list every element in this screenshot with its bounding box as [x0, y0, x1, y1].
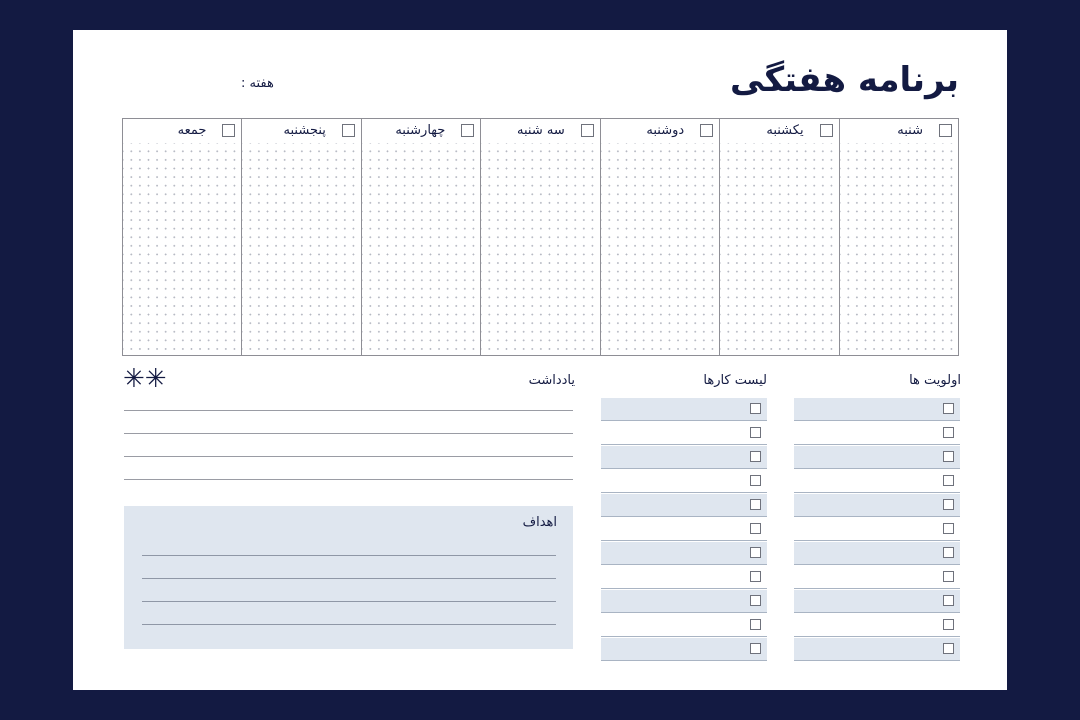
day-checkbox[interactable] [461, 124, 474, 137]
checkbox[interactable] [943, 619, 954, 630]
day-checkbox[interactable] [820, 124, 833, 137]
day-column-tue[interactable] [480, 119, 599, 355]
todo-list [601, 398, 767, 662]
checkbox[interactable] [943, 643, 954, 654]
notes-heading: یادداشت [528, 373, 575, 388]
priorities-heading: اولویت ها [909, 373, 961, 388]
todo-heading: لیست کارها [703, 373, 767, 388]
day-label: شنبه [897, 123, 923, 138]
day-checkbox[interactable] [342, 124, 355, 137]
checkbox[interactable] [943, 547, 954, 558]
day-label: پنجشنبه [283, 123, 326, 138]
day-column-sun[interactable] [719, 119, 838, 355]
day-header [766, 123, 832, 138]
checkbox[interactable] [750, 523, 761, 534]
todo-row[interactable] [601, 494, 767, 517]
note-line [124, 479, 573, 480]
priority-row[interactable] [794, 446, 960, 469]
day-checkbox[interactable] [222, 124, 235, 137]
day-column-thu[interactable] [241, 119, 360, 355]
day-header [178, 123, 236, 138]
day-label: یکشنبه [766, 123, 804, 138]
day-column-sat[interactable] [839, 119, 958, 355]
day-label: دوشنبه [646, 123, 685, 138]
day-label: چهارشنبه [395, 123, 446, 138]
day-label: جمعه [177, 123, 207, 138]
checkbox[interactable] [750, 427, 761, 438]
day-header [517, 123, 594, 138]
priority-row[interactable] [794, 422, 960, 445]
priority-row[interactable] [794, 518, 960, 541]
todo-row[interactable] [601, 590, 767, 613]
goals-box[interactable] [124, 506, 573, 649]
priority-row[interactable] [794, 590, 960, 613]
checkbox[interactable] [750, 547, 761, 558]
planner-sheet [73, 30, 1007, 690]
checkbox[interactable] [750, 499, 761, 510]
checkbox[interactable] [943, 571, 954, 582]
checkbox[interactable] [943, 499, 954, 510]
todo-row[interactable] [601, 614, 767, 637]
checkbox[interactable] [750, 571, 761, 582]
day-header [395, 123, 474, 138]
checkbox[interactable] [750, 403, 761, 414]
checkbox[interactable] [943, 403, 954, 414]
day-checkbox[interactable] [700, 124, 713, 137]
priorities-list [794, 398, 960, 662]
checkbox[interactable] [750, 451, 761, 462]
checkbox[interactable] [943, 451, 954, 462]
goal-line [142, 555, 556, 556]
checkbox[interactable] [750, 643, 761, 654]
note-line [124, 456, 573, 457]
todo-row[interactable] [601, 542, 767, 565]
goal-line [142, 624, 556, 625]
checkbox[interactable] [943, 427, 954, 438]
todo-row[interactable] [601, 398, 767, 421]
day-header [646, 123, 713, 138]
priority-row[interactable] [794, 494, 960, 517]
priority-row[interactable] [794, 638, 960, 661]
priority-row[interactable] [794, 566, 960, 589]
day-column-fri[interactable] [123, 119, 241, 355]
day-header [897, 123, 952, 138]
priority-row[interactable] [794, 542, 960, 565]
checkbox[interactable] [750, 595, 761, 606]
goal-line [142, 601, 556, 602]
todo-row[interactable] [601, 446, 767, 469]
priority-row[interactable] [794, 398, 960, 421]
todo-row[interactable] [601, 518, 767, 541]
todo-row[interactable] [601, 470, 767, 493]
day-header [284, 123, 355, 138]
day-column-mon[interactable] [600, 119, 719, 355]
week-field-label[interactable]: هفته : [241, 76, 274, 91]
day-column-wed[interactable] [361, 119, 480, 355]
notes-area[interactable] [124, 410, 573, 502]
day-checkbox[interactable] [581, 124, 594, 137]
page-title: برنامه هفتگی [729, 60, 959, 100]
todo-row[interactable] [601, 638, 767, 661]
priority-row[interactable] [794, 470, 960, 493]
checkbox[interactable] [750, 475, 761, 486]
goals-heading: اهداف [522, 515, 557, 530]
note-line [124, 433, 573, 434]
checkbox[interactable] [943, 475, 954, 486]
todo-row[interactable] [601, 422, 767, 445]
note-line [124, 410, 573, 411]
goal-line [142, 578, 556, 579]
checkbox[interactable] [943, 595, 954, 606]
day-checkbox[interactable] [939, 124, 952, 137]
todo-row[interactable] [601, 566, 767, 589]
week-grid [122, 118, 959, 356]
asterisk-icon: ✳✳ [123, 364, 167, 394]
checkbox[interactable] [750, 619, 761, 630]
day-label: سه شنبه [517, 123, 565, 138]
checkbox[interactable] [943, 523, 954, 534]
priority-row[interactable] [794, 614, 960, 637]
